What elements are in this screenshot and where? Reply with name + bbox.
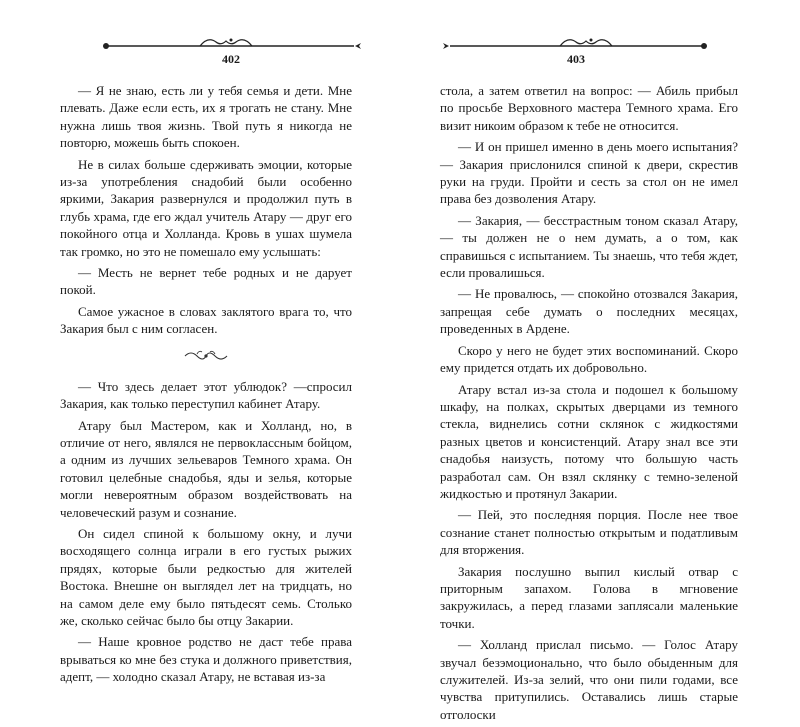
- paragraph: Он сидел спиной к большому окну, и лучи восходящего солнца играли в его густых рыжих прядях, которые были редкостью для жителей Востока. Внешне он выглядел лет на тридцать, но на самом деле ему было пятьдесят семь. Столько же, сколько сейчас было бы отцу Закарии.: [60, 525, 352, 628]
- paragraph: — Не провалюсь, — спокойно отозвался Закария, запрещая себе думать о последних месяцах, проведенных в Ардене.: [440, 286, 738, 337]
- left-page-text: [60, 82, 352, 690]
- paragraph: — Месть не вернет тебе родных и не дарует покой.: [60, 265, 352, 298]
- paragraph: — Пей, это последняя порция. После нее твое сознание станет полностью открытым и податливым для вторжения.: [440, 507, 738, 558]
- page-number: 402: [222, 52, 240, 66]
- paragraph: Закария послушно выпил кислый отвар с приторным запахом. Голова в мгновение закружилась, а перед глазами заплясали маленькие точки.: [440, 563, 738, 631]
- section-break: [60, 348, 352, 364]
- paragraph: Скоро у него не будет этих воспоминаний. Скоро ему придется отдать их добровольно.: [440, 342, 738, 376]
- paragraph: — Я не знаю, есть ли у тебя семья и дети. Мне плевать. Даже если есть, их я трогать не стану. Мне нужна лишь твоя жизнь. Твой путь я никогда не повторю, можешь быть спокоен.: [60, 83, 352, 151]
- paragraph: стола, а затем ответил на вопрос: — Абиль прибыл по просьбе Верховного мастера Темного храма. Его визит никоим образом к тебе не относится.: [440, 83, 738, 133]
- paragraph: — Холланд прислал письмо. — Голос Атару звучал безэмоционально, что было обыденным для служителей. Из-за зелий, что они пили годами, все чувства притупились. Оставались лишь старые отголоски: [440, 637, 738, 722]
- vignette-icon: [183, 348, 229, 364]
- paragraph: — И он пришел именно в день моего испытания? — Закария прислонился спиной к двери, скрестив руки на груди. Пройти и сесть за стол он не имел права без дозволения Атару.: [440, 139, 738, 207]
- right-page: [400, 0, 800, 722]
- header-ornament: [100, 34, 362, 54]
- paragraph: — Что здесь делает этот ублюдок? —спросил Закария, как только переступил кабинет Атару.: [60, 378, 352, 412]
- page-number: 403: [567, 52, 585, 66]
- paragraph: — Закария, — бесстрастным тоном сказал Атару, — ты должен не о нем думать, а о том, как справишься с испытанием. Ты знаешь, что тебя ждет, если провалишься.: [440, 212, 738, 281]
- paragraph: Атару встал из-за стола и подошел к большому шкафу, на полках, скрытых дверцами из темного стекла, виднелись сотни склянок с жидкостями разных цветов и консистенций. Атару знал все эти снадобья наизусть, потому что большую часть разработал сам. Он взял склянку с темно-зеленой жидкостью и протянул Закарии.: [440, 381, 738, 501]
- ornament-icon: [442, 34, 710, 54]
- paragraph: Не в силах больше сдерживать эмоции, которые из-за употребления снадобий были особенно яркими, Закария развернулся и продолжил путь в глубь храма, где его ждал учитель Атару — друг его покойного отца и Холланда. Кровь в ушах шумела так громко, но это не помешало ему услышать:: [60, 156, 352, 259]
- left-page: [0, 0, 400, 685]
- header-ornament: [442, 34, 710, 54]
- paragraph: Атару был Мастером, как и Холланд, но, в отличие от него, являлся не первоклассным бойцом, а одним из лучших зельеваров Темного храма. Он готовил целебные снадобья, яды и зелья, которые могли невероятным образом воздействовать на человеческий разум и сознание.: [60, 417, 352, 520]
- right-page-text: [440, 82, 738, 727]
- paragraph: Самое ужасное в словах заклятого врага то, что Закария был с ним согласен.: [60, 303, 352, 337]
- paragraph: — Наше кровное родство не даст тебе права врываться ко мне без стука и должного приветствия, адепт, — холодно сказал Атару, не вставая из-за: [60, 634, 352, 685]
- ornament-icon: [100, 34, 362, 54]
